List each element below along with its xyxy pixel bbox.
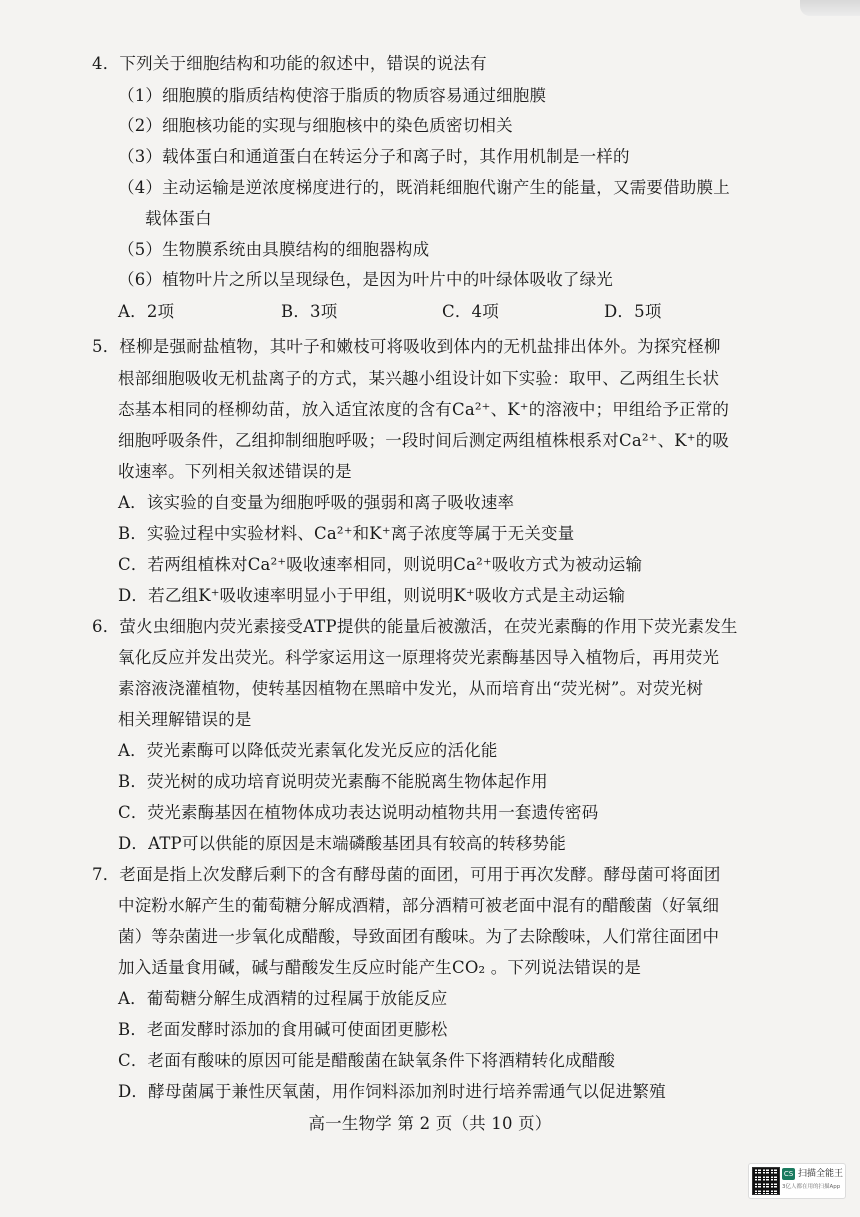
question-4-item-1: （1）细胞膜的脂质结构使溶于脂质的物质容易通过细胞膜 [118, 86, 547, 105]
question-5-stem-line-3: 态基本相同的柽柳幼苗，放入适宜浓度的含有Ca²⁺、K⁺的溶液中；甲组给予正常的 [118, 400, 730, 419]
question-6-option-b: B．荧光树的成功培育说明荧光素酶不能脱离生物体起作用 [118, 772, 548, 791]
question-4-item-2: （2）细胞核功能的实现与细胞核中的染色质密切相关 [118, 116, 513, 135]
question-5-option-a: A．该实验的自变量为细胞呼吸的强弱和离子吸收速率 [118, 493, 515, 512]
qr-code-icon [752, 1167, 780, 1195]
question-7-stem-line-1: 7．老面是指上次发酵后剩下的含有酵母菌的面团，可用于再次发酵。酵母菌可将面团 [92, 865, 721, 884]
question-5-option-d: D．若乙组K⁺吸收速率明显小于甲组，则说明K⁺吸收方式是主动运输 [118, 586, 626, 605]
question-4-option-b: B．3项 [281, 302, 338, 321]
question-4-item-4-cont: 载体蛋白 [145, 209, 212, 228]
question-6-stem-line-3: 素溶液浇灌植物，使转基因植物在黑暗中发光，从而培育出“荧光树”。对荧光树 [118, 679, 704, 698]
question-6-option-d: D．ATP可以供能的原因是末端磷酸基团具有较高的转移势能 [118, 834, 566, 853]
question-6-option-a: A．荧光素酶可以降低荧光素氧化发光反应的活化能 [118, 741, 498, 760]
question-4-stem: 4．下列关于细胞结构和功能的叙述中，错误的说法有 [92, 54, 487, 73]
question-4-option-a: A．2项 [118, 302, 175, 321]
question-4-item-3: （3）载体蛋白和通道蛋白在转运分子和离子时，其作用机制是一样的 [118, 147, 630, 166]
question-6-option-c: C．荧光素酶基因在植物体成功表达说明动植物共用一套遗传密码 [118, 803, 599, 822]
question-4-option-c: C．4项 [442, 302, 499, 321]
question-5-stem-line-4: 细胞呼吸条件，乙组抑制细胞呼吸；一段时间后测定两组植株根系对Ca²⁺、K⁺的吸 [118, 431, 730, 450]
question-7-option-c: C．老面有酸味的原因可能是醋酸菌在缺氧条件下将酒精转化成醋酸 [118, 1051, 616, 1070]
scan-edge-mark [800, 0, 860, 16]
question-4-item-4: （4）主动运输是逆浓度梯度进行的，既消耗细胞代谢产生的能量，又需要借助膜上 [118, 178, 730, 197]
scanner-app-name: 扫描全能王 [798, 1169, 844, 1179]
question-4-item-5: （5）生物膜系统由具膜结构的细胞器构成 [118, 240, 430, 259]
question-5-option-c: C．若两组植株对Ca²⁺吸收速率相同，则说明Ca²⁺吸收方式为被动运输 [118, 555, 643, 574]
question-7-stem-line-4: 加入适量食用碱，碱与醋酸发生反应时能产生CO₂ 。下列说法错误的是 [118, 958, 642, 977]
camscanner-logo-icon: CS [783, 1170, 794, 1178]
question-4-option-d: D．5项 [604, 302, 662, 321]
scanner-watermark-badge [748, 1163, 846, 1199]
scanner-app-tagline: 3亿人都在用的扫描App [782, 1184, 841, 1190]
question-5-stem-line-1: 5．柽柳是强耐盐植物，其叶子和嫩枝可将吸收到体内的无机盐排出体外。为探究柽柳 [92, 337, 721, 356]
question-7-option-b: B．老面发酵时添加的食用碱可使面团更膨松 [118, 1020, 448, 1039]
question-6-stem-line-2: 氧化反应并发出荧光。科学家运用这一原理将荧光素酶基因导入植物后，再用荧光 [118, 648, 720, 667]
question-7-option-a: A．葡萄糖分解生成酒精的过程属于放能反应 [118, 989, 448, 1008]
question-6-stem-line-1: 6．萤火虫细胞内荧光素接受ATP提供的能量后被激活，在荧光素酶的作用下荧光素发生 [92, 617, 738, 636]
question-7-stem-line-2: 中淀粉水解产生的葡萄糖分解成酒精，部分酒精可被老面中混有的醋酸菌（好氧细 [118, 896, 720, 915]
question-6-stem-line-4: 相关理解错误的是 [118, 710, 252, 729]
question-5-stem-line-2: 根部细胞吸收无机盐离子的方式，某兴趣小组设计如下实验：取甲、乙两组生长状 [118, 369, 720, 388]
question-5-stem-line-5: 收速率。下列相关叙述错误的是 [118, 462, 352, 481]
question-7-stem-line-3: 菌）等杂菌进一步氧化成醋酸，导致面团有酸味。为了去除酸味，人们常往面团中 [118, 927, 720, 946]
question-5-option-b: B．实验过程中实验材料、Ca²⁺和K⁺离子浓度等属于无关变量 [118, 524, 575, 543]
page-footer: 高一生物学 第 2 页（共 10 页） [308, 1114, 552, 1133]
question-7-option-d: D．酵母菌属于兼性厌氧菌，用作饲料添加剂时进行培养需通气以促进繁殖 [118, 1082, 666, 1101]
question-4-item-6: （6）植物叶片之所以呈现绿色，是因为叶片中的叶绿体吸收了绿光 [118, 270, 613, 289]
